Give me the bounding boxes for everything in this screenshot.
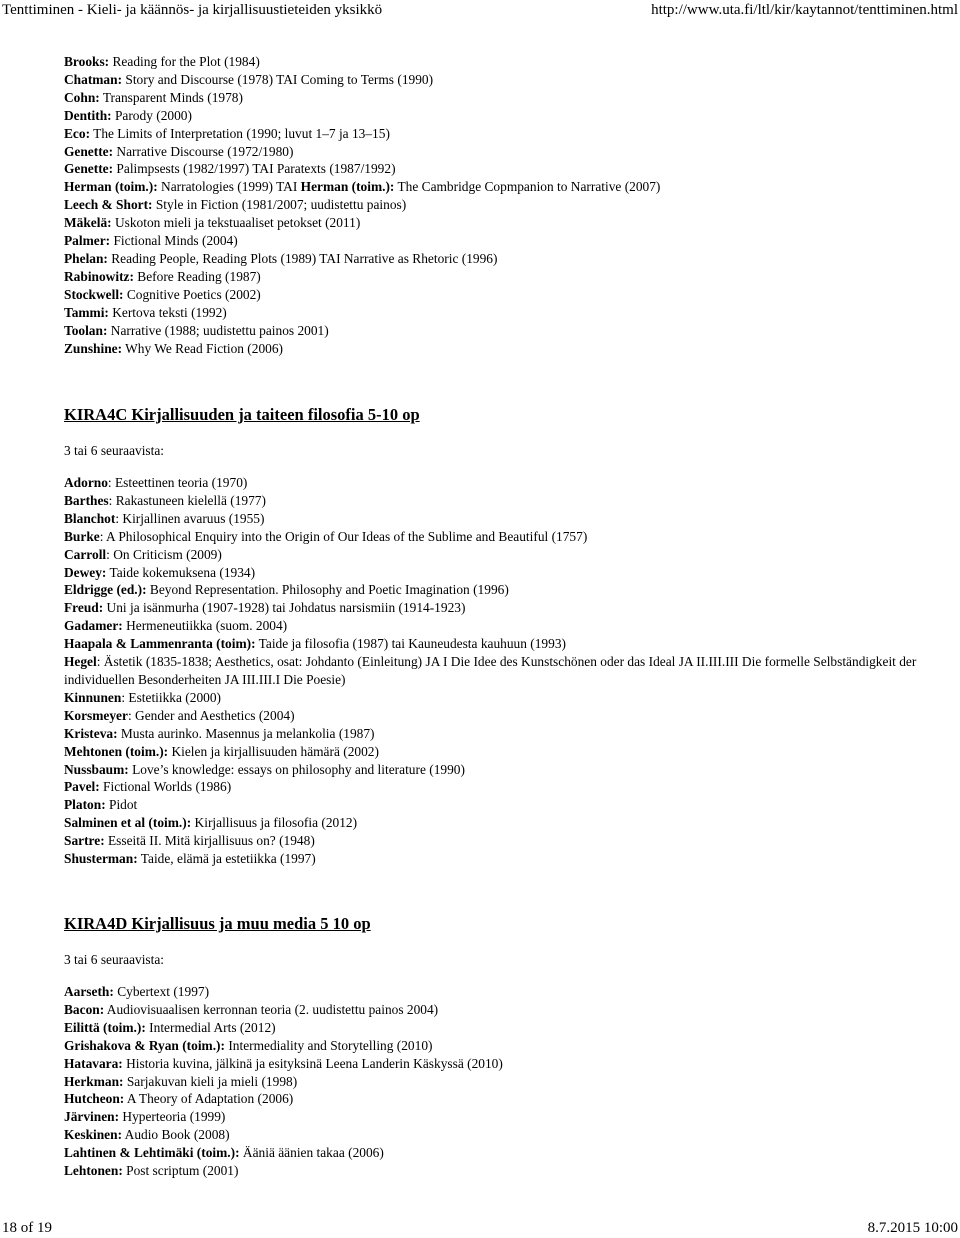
reading-list-entry — [64, 286, 944, 304]
entry-author: Pavel: — [64, 779, 100, 795]
entry-title: Reading People, Reading Plots (1989) TAI Narrative as Rhetoric (1996) — [107, 250, 498, 266]
reading-list-entry — [64, 814, 944, 832]
entry-title: Fictional Worlds (1986) — [99, 779, 232, 795]
entry-title: Story and Discourse (1978) TAI Coming to Terms (1990) — [122, 71, 434, 87]
reading-list-entry — [64, 546, 944, 564]
entry-author: Toolan: — [64, 322, 108, 338]
reading-list-entry — [64, 850, 944, 868]
entry-author: Sartre: — [64, 833, 105, 849]
entry-author: Keskinen: — [64, 1127, 123, 1143]
reading-list-entry — [64, 617, 944, 635]
reading-list-entry — [64, 214, 944, 232]
reading-list-entry — [64, 581, 944, 599]
document-title: Tenttiminen - Kieli- ja käännös- ja kirjallisuustieteiden yksikkö — [2, 2, 383, 18]
entry-author: Freud: — [64, 600, 104, 616]
reading-list-entry — [64, 1162, 944, 1180]
entry-title: Ääniä äänien takaa (2006) — [239, 1145, 384, 1161]
reading-list-entry — [64, 743, 944, 761]
entry-title: Taide, elämä ja estetiikka (1997) — [137, 851, 316, 867]
reading-list-entry — [64, 492, 944, 510]
entry-title: Historia kuvina, jälkinä ja esityksinä Leena Landerin Käskyssä (2010) — [122, 1055, 503, 1071]
section-subtitle-kira4d: 3 tai 6 seuraavista: — [64, 952, 165, 967]
reading-list-entry — [64, 250, 944, 268]
entry-title: Palimpsests (1982/1997) TAI Paratexts (1987/1992) — [113, 161, 396, 177]
entry-title: : Kirjallinen avaruus (1955) — [115, 510, 265, 526]
reading-list-entry — [64, 89, 944, 107]
entry-author: Dewey: — [64, 564, 107, 580]
entry-author: Eilittä (toim.): — [64, 1019, 146, 1035]
entry-author: Cohn: — [64, 89, 100, 105]
entry-author: Carroll — [64, 546, 107, 562]
reading-list-entry — [64, 1090, 944, 1108]
entry-author: Mehtonen (toim.): — [64, 743, 169, 759]
reading-list-entry — [64, 1055, 944, 1073]
entry-title: Cognitive Poetics (2002) — [123, 286, 261, 302]
reading-list-entry — [64, 160, 944, 178]
entry-title: Fictional Minds (2004) — [110, 233, 238, 249]
entry-author: Eco: — [64, 125, 91, 141]
reading-list-entry — [64, 528, 944, 546]
entry-title: Intermedial Arts (2012) — [145, 1019, 276, 1035]
reading-list-entry — [64, 778, 944, 796]
entry-title: The Cambridge Copmpanion to Narrative (2007) — [394, 179, 661, 195]
entry-author: Herman (toim.): — [64, 179, 158, 195]
entry-title: Kertova teksti (1992) — [108, 304, 227, 320]
page-url: http://www.uta.fi/ltl/kir/kaytannot/tenttiminen.html — [651, 2, 958, 18]
reading-list-kira4d — [64, 983, 944, 1180]
reading-list-entry — [64, 268, 944, 286]
reading-list-entry — [64, 983, 944, 1001]
entry-author: Tammi: — [64, 304, 109, 320]
reading-list-entry — [64, 689, 944, 707]
entry-author: Shusterman: — [64, 851, 138, 867]
entry-title: : Esteettinen teoria (1970) — [107, 475, 248, 490]
reading-list-entry — [64, 474, 944, 492]
entry-title: : Rakastuneen kielellä (1977) — [108, 492, 266, 508]
entry-author: Järvinen: — [64, 1109, 120, 1125]
page-footer — [0, 1218, 960, 1238]
entry-title: The Limits of Interpretation (1990; luvut 1–7 ja 13–15) — [90, 125, 390, 141]
entry-title: Narrative (1988; uudistettu painos 2001) — [107, 322, 329, 338]
entry-author: Brooks: — [64, 54, 110, 69]
reading-list-entry — [64, 304, 944, 322]
entry-author: Adorno — [64, 475, 108, 490]
entry-title: Esseitä II. Mitä kirjallisuus on? (1948) — [104, 833, 315, 849]
entry-title: Audiovisuaalisen kerronnan teoria (2. uudistettu painos 2004) — [104, 1001, 439, 1017]
entry-author: Palmer: — [64, 233, 111, 249]
entry-title: Intermediality and Storytelling (2010) — [224, 1037, 433, 1053]
entry-title: Style in Fiction (1981/2007; uudistettu painos) — [152, 197, 407, 213]
entry-author: Hatavara: — [64, 1055, 123, 1071]
reading-list-entry — [64, 1019, 944, 1037]
reading-list-entry — [64, 761, 944, 779]
entry-author: Chatman: — [64, 71, 123, 87]
entry-author: Bacon: — [64, 1001, 105, 1017]
reading-list-narrative — [64, 53, 944, 357]
entry-author: Hutcheon: — [64, 1091, 125, 1107]
entry-title: Audio Book (2008) — [122, 1127, 230, 1143]
reading-list-entry — [64, 653, 944, 689]
entry-title: Kielen ja kirjallisuuden hämärä (2002) — [168, 743, 379, 759]
entry-title: Narrative Discourse (1972/1980) — [113, 143, 294, 159]
reading-list-entry — [64, 125, 944, 143]
entry-author: Genette: — [64, 143, 114, 159]
entry-author: Platon: — [64, 797, 106, 813]
entry-title: : Estetiikka (2000) — [121, 689, 221, 705]
reading-list-entry — [64, 564, 944, 582]
entry-author: Grishakova & Ryan (toim.): — [64, 1037, 225, 1053]
entry-title: Love’s knowledge: essays on philosophy and literature (1990) — [128, 761, 465, 777]
reading-list-entry — [64, 725, 944, 743]
entry-author: Burke — [64, 528, 100, 544]
entry-title: Pidot — [105, 797, 138, 813]
entry-title: Before Reading (1987) — [133, 268, 261, 284]
entry-title: Reading for the Plot (1984) — [109, 54, 260, 69]
entry-title: Kirjallisuus ja filosofia (2012) — [191, 815, 358, 831]
entry-title: Parody (2000) — [111, 107, 192, 123]
entry-author: Mäkelä: — [64, 215, 112, 231]
entry-author: Salminen et al (toim.): — [64, 815, 192, 831]
reading-list-entry — [64, 196, 944, 214]
entry-title: Hyperteoria (1999) — [119, 1109, 226, 1125]
reading-list-entry — [64, 232, 944, 250]
entry-title: A Theory of Adaptation (2006) — [124, 1091, 294, 1107]
reading-list-entry — [64, 1108, 944, 1126]
entry-title: Narratologies (1999) TAI — [157, 179, 301, 195]
entry-author: Dentith: — [64, 107, 112, 123]
entry-author: Eldrigge (ed.): — [64, 582, 147, 598]
entry-author: Phelan: — [64, 250, 108, 266]
entry-title: Taide kokemuksena (1934) — [106, 564, 256, 580]
entry-author: Herkman: — [64, 1073, 124, 1089]
entry-author: Leech & Short: — [64, 197, 153, 213]
entry-title: Uskoton mieli ja tekstuaaliset petokset (2011) — [111, 215, 361, 231]
reading-list-entry — [64, 340, 944, 358]
entry-title: Why We Read Fiction (2006) — [122, 340, 284, 356]
entry-title: Beyond Representation. Philosophy and Poetic Imagination (1996) — [146, 582, 509, 598]
entry-title: Sarjakuvan kieli ja mieli (1998) — [123, 1073, 298, 1089]
reading-list-entry — [64, 178, 944, 196]
entry-author: Kinnunen — [64, 689, 122, 705]
reading-list-entry — [64, 1073, 944, 1091]
section-subtitle-kira4c: 3 tai 6 seuraavista: — [64, 443, 165, 458]
entry-author: Blanchot — [64, 510, 116, 526]
entry-title: Transparent Minds (1978) — [99, 89, 243, 105]
entry-title: Cybertext (1997) — [113, 984, 210, 999]
page-header — [0, 0, 960, 20]
entry-author: Lehtonen: — [64, 1163, 123, 1179]
print-datetime: 8.7.2015 10:00 — [867, 1220, 958, 1236]
entry-author: Herman (toim.): — [300, 179, 395, 195]
reading-list-entry — [64, 1126, 944, 1144]
entry-author: Rabinowitz: — [64, 268, 134, 284]
reading-list-entry — [64, 53, 944, 71]
entry-author: Lahtinen & Lehtimäki (toim.): — [64, 1145, 240, 1161]
entry-title: Post scriptum (2001) — [122, 1163, 239, 1179]
entry-author: Stockwell: — [64, 286, 124, 302]
reading-list-entry — [64, 707, 944, 725]
entry-author: Haapala & Lammenranta (toim): — [64, 636, 256, 652]
entry-title: Uni ja isänmurha (1907-1928) tai Johdatus narsismiin (1914-1923) — [103, 600, 466, 616]
entry-title: : Gender and Aesthetics (2004) — [127, 707, 295, 723]
reading-list-entry — [64, 322, 944, 340]
entry-title: Musta aurinko. Masennus ja melankolia (1987) — [117, 725, 375, 741]
reading-list-entry — [64, 635, 944, 653]
reading-list-entry — [64, 599, 944, 617]
reading-list-entry — [64, 107, 944, 125]
section-heading-kira4c: KIRA4C Kirjallisuuden ja taiteen filosofia 5-10 op — [64, 405, 420, 424]
entry-title: : A Philosophical Enquiry into the Origin of Our Ideas of the Sublime and Beautiful (1757) — [99, 528, 588, 544]
page-number: 18 of 19 — [2, 1220, 52, 1236]
entry-author: Hegel — [64, 654, 97, 670]
entry-author: Gadamer: — [64, 618, 123, 634]
reading-list-entry — [64, 832, 944, 850]
reading-list-entry — [64, 1037, 944, 1055]
reading-list-entry — [64, 71, 944, 89]
entry-title: Taide ja filosofia (1987) tai Kauneudesta kauhuun (1993) — [255, 636, 566, 652]
entry-title: Hermeneutiikka (suom. 2004) — [122, 618, 288, 634]
entry-author: Kristeva: — [64, 725, 118, 741]
entry-author: Korsmeyer — [64, 707, 128, 723]
reading-list-entry — [64, 796, 944, 814]
entry-title: : On Criticism (2009) — [106, 546, 222, 562]
entry-author: Zunshine: — [64, 340, 123, 356]
section-heading-kira4d: KIRA4D Kirjallisuus ja muu media 5 10 op — [64, 914, 371, 933]
entry-author: Nussbaum: — [64, 761, 129, 777]
reading-list-kira4c — [64, 474, 944, 868]
reading-list-entry — [64, 143, 944, 161]
entry-author: Barthes — [64, 492, 109, 508]
reading-list-entry — [64, 1001, 944, 1019]
entry-author: Aarseth: — [64, 984, 114, 999]
entry-author: Genette: — [64, 161, 114, 177]
reading-list-entry — [64, 1144, 944, 1162]
entry-title: : Ästetik (1835-1838; Aesthetics, osat: Johdanto (Einleitung) JA I Die Idee des Kunstschönen oder das Ideal JA II.III.III Die formelle Selbständigkeit der individuellen Besonderheiten JA III.III.I Die Poesie) — [64, 654, 917, 687]
reading-list-entry — [64, 510, 944, 528]
